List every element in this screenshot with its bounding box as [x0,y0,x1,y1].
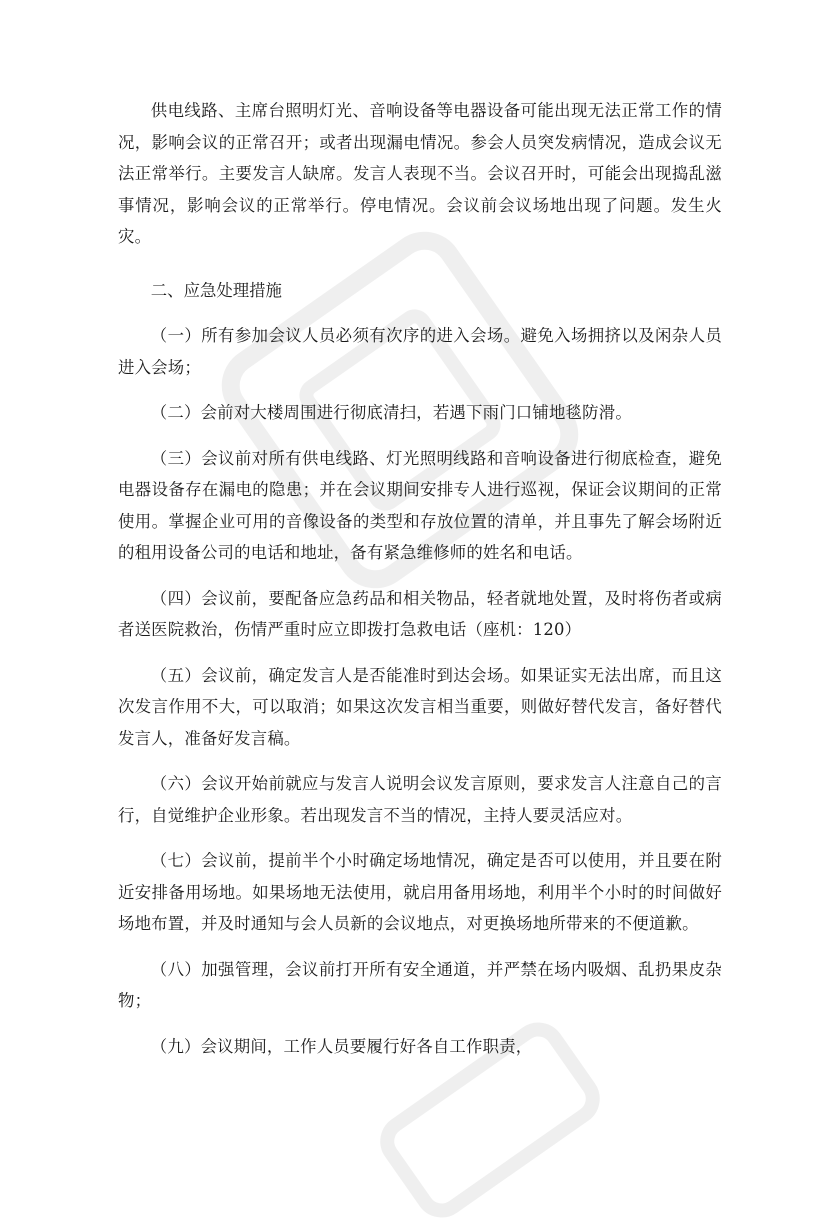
measure-item-4: （四）会议前，要配备应急药品和相关物品，轻者就地处置，及时将伤者或病者送医院救治，伤情严重时应立即拨打急救电话（座机：120） [118,588,722,639]
measure-item-9: （九）会议期间，工作人员要履行好各自工作职责， [150,1036,533,1056]
measure-item-5: （五）会议前，确定发言人是否能准时到达会场。如果证实无法出席，而且这次发言作用不大，可以取消；如果这次发言相当重要，则做好替代发言，备好替代发言人，准备好发言稿。 [118,665,722,748]
measure-item-8: （八）加强管理，会议前打开所有安全通道，并严禁在场内吸烟、乱扔果皮杂物； [118,959,722,1010]
section-heading: 二、应急处理措施 [150,280,282,300]
document-body [118,95,722,1076]
measure-item-6: （六）会议开始前就应与发言人说明会议发言原则，要求发言人注意自己的言行，自觉维护企业形象。若出现发言不当的情况，主持人要灵活应对。 [118,774,722,825]
measure-item-7: （七）会议前，提前半个小时确定场地情况，确定是否可以使用，并且要在附近安排备用场地。如果场地无法使用，就启用备用场地，利用半个小时的时间做好场地布置，并及时通知与会人员新的会议地点，对更换场地所带来的不便道歉。 [118,851,722,933]
measure-item-1: （一）所有参加会议人员必须有次序的进入会场。避免入场拥挤以及闲杂人员进入会场； [118,326,722,377]
intro-paragraph: 供电线路、主席台照明灯光、音响设备等电器设备可能出现无法正常工作的情况，影响会议的正常召开；或者出现漏电情况。参会人员突发病情况，造成会议无法正常举行。主要发言人缺席。发言人表现不当。会议召开时，可能会出现捣乱滋事情况，影响会议的正常举行。停电情况。会议前会议场地出现了问题。发生火灾。 [118,101,722,246]
measure-item-2: （二）会前对大楼周围进行彻底清扫，若遇下雨门口铺地毯防滑。 [150,403,632,422]
measure-item-3: （三）会议前对所有供电线路、灯光照明线路和音响设备进行彻底检查，避免电器设备存在漏电的隐患；并在会议期间安排专人进行巡视，保证会议期间的正常使用。掌握企业可用的音像设备的类型和存放位置的清单，并且事先了解会场附近的租用设备公司的电话和地址，备有紧急维修师的姓名和电话。 [118,448,722,562]
